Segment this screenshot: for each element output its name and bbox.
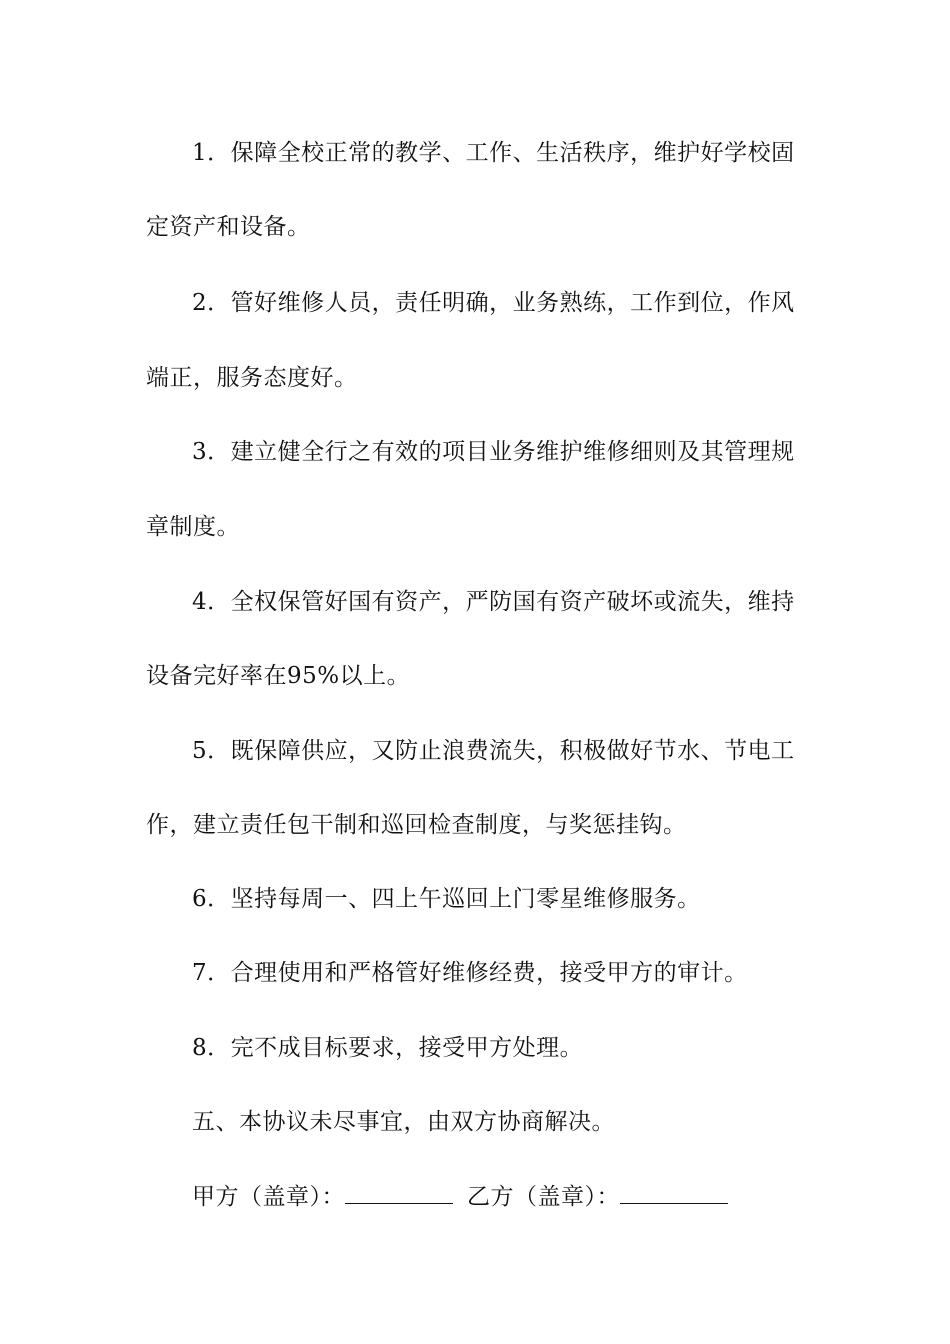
item-4-line-1: 4．全权保管好国有资产，严防国有资产破坏或流失，维持 — [192, 589, 795, 615]
party-b-label: 乙方（盖章）： — [467, 1184, 620, 1210]
party-b-signature-line — [620, 1181, 728, 1204]
party-a-label: 甲方（盖章）： — [192, 1184, 345, 1210]
party-a-signature-line — [345, 1181, 453, 1204]
item-1-line-2: 定资产和设备。 — [146, 214, 311, 240]
item-8: 8．完不成目标要求，接受甲方处理。 — [192, 1035, 584, 1061]
item-3-line-1: 3．建立健全行之有效的项目业务维护维修细则及其管理规 — [192, 439, 795, 465]
section-5-text: 五、本协议未尽事宜，由双方协商解决。 — [192, 1109, 615, 1135]
item-6: 6．坚持每周一、四上午巡回上门零星维修服务。 — [192, 886, 701, 912]
item-2-line-1: 2．管好维修人员，责任明确，业务熟练，工作到位，作风 — [192, 290, 795, 316]
item-5-line-2: 作，建立责任包干制和巡回检查制度，与奖惩挂钩。 — [146, 812, 687, 838]
item-2-line-2: 端正，服务态度好。 — [146, 365, 358, 391]
signature-row — [192, 1181, 728, 1212]
item-4-line-2: 设备完好率在95%以上。 — [146, 663, 411, 689]
item-7: 7．合理使用和严格管好维修经费，接受甲方的审计。 — [192, 960, 748, 986]
item-1-line-1: 1．保障全校正常的教学、工作、生活秩序，维护好学校固 — [192, 140, 795, 166]
item-5-line-1: 5．既保障供应，又防止浪费流失，积极做好节水、节电工 — [192, 738, 795, 764]
item-3-line-2: 章制度。 — [146, 514, 240, 540]
